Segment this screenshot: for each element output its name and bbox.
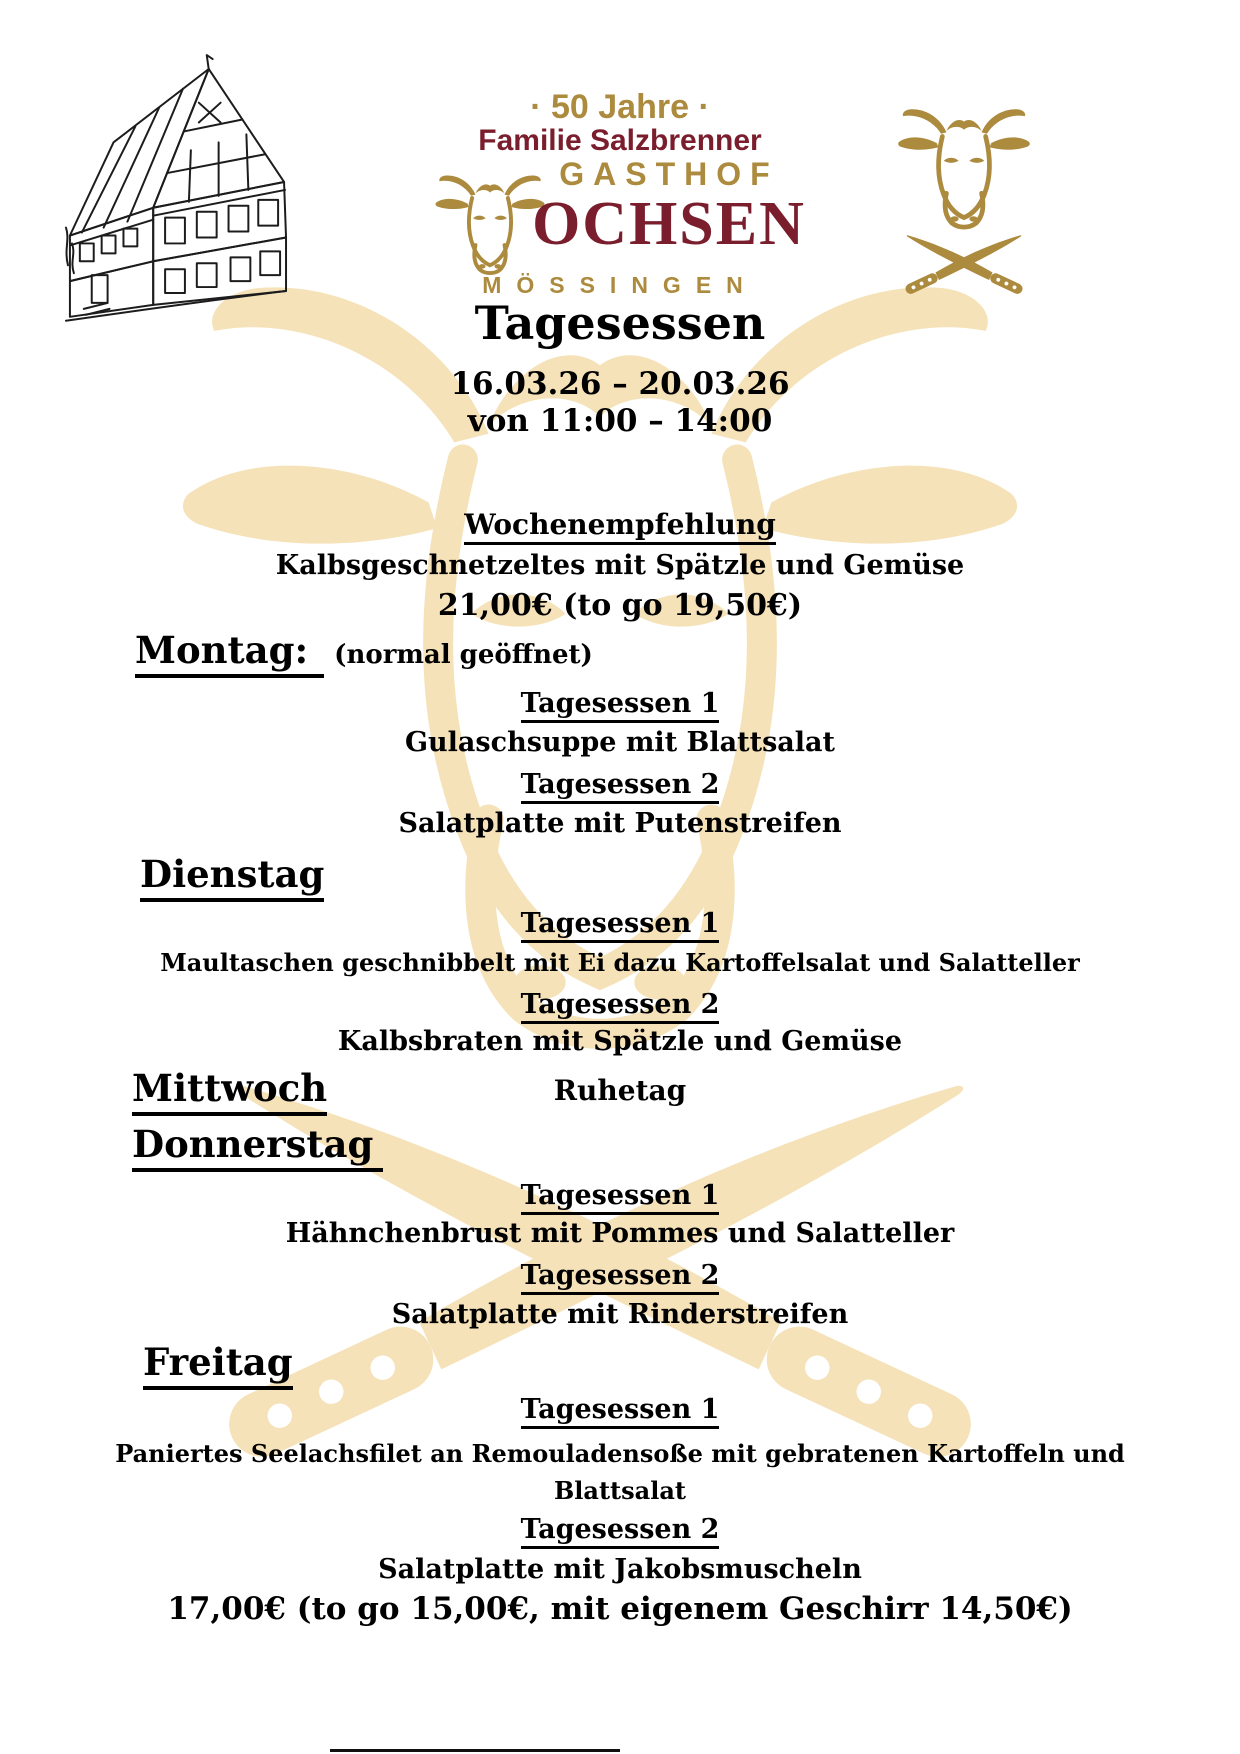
weekly-special-price: 21,00€ (to go 19,50€) [437,588,803,623]
friday-price: 17,00€ (to go 15,00€, mit eigenem Geschirr 14,50€) [167,1591,1073,1627]
dish-name: Hähnchenbrust mit Pommes und Salatteller [285,1218,955,1249]
date-range: 16.03.26 – 20.03.26 [450,366,790,402]
dish-name: Paniertes Seelachsfilet an Remouladensoße mit gebratenen Kartoffeln und Blattsalat [115,1439,1125,1506]
dish-name: Salatplatte mit Jakobsmuscheln [378,1554,862,1585]
menu-item-label: Tagesessen 1 [0,1394,1240,1429]
day-heading-freitag: Freitag [143,1340,293,1390]
menu-item-label: Tagesessen 2 [0,769,1240,804]
day-heading-donnerstag: Donnerstag [132,1122,383,1172]
menu-title: Tagesessen [474,296,766,350]
menu-item-label: Tagesessen 2 [0,1260,1240,1295]
menu-item-label: Tagesessen 1 [0,908,1240,943]
menu-item-label: Tagesessen 2 [0,989,1240,1024]
serving-time: von 11:00 – 14:00 [467,403,773,439]
day-heading-mittwoch: Mittwoch [132,1066,327,1116]
family-name-text: Familie Salzbrenner [478,124,762,157]
dish-name: Kalbsbraten mit Spätzle und Gemüse [337,1026,903,1057]
weekly-special-dish: Kalbsgeschnetzeltes mit Spätzle und Gemüse [275,550,965,581]
menu-item-label: Tagesessen 1 [0,1180,1240,1215]
gasthof-wordmark: GASTHOF [559,156,779,192]
dish-name: Maultaschen geschnibbelt mit Ei dazu Kartoffelsalat und Salatteller [160,948,1080,977]
ox-head-logo-icon [434,162,546,280]
logo-row [0,156,1240,280]
dish-name: Salatplatte mit Putenstreifen [398,808,842,839]
ochsen-wordmark: OCHSEN [532,190,806,258]
weekly-special-heading: Wochenempfehlung [0,508,1240,545]
day-heading-dienstag: Dienstag [140,852,324,902]
day-heading-montag: Montag: (normal geöffnet) [135,628,593,678]
anniversary-text: · 50 Jahre · [530,88,710,126]
page-edge-line [330,1749,620,1752]
montag-note: (normal geöffnet) [334,640,593,670]
menu-item-label: Tagesessen 2 [0,1514,1240,1549]
city-wordmark: MÖSSINGEN [482,272,758,298]
menu-item-label: Tagesessen 1 [0,688,1240,723]
dish-name: Gulaschsuppe mit Blattsalat [404,727,835,758]
dish-name: Salatplatte mit Rinderstreifen [391,1299,849,1330]
ruhetag-note: Ruhetag [553,1074,687,1107]
